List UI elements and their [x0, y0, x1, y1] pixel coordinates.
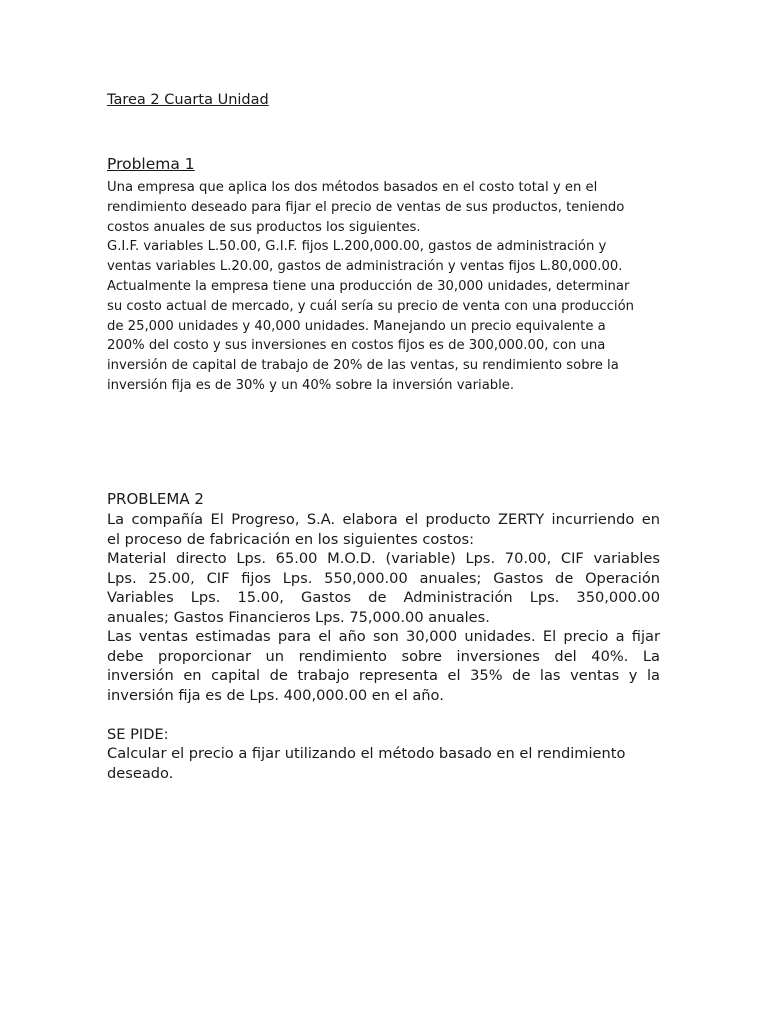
problema-2-line: el proceso de fabricación en los siguientes costos:: [107, 530, 475, 548]
problema-2-line: Material directo Lps. 65.00 M.O.D. (variable) Lps. 70.00, CIF variables: [107, 550, 660, 567]
problema-1-line: Una empresa que aplica los dos métodos basados en el costo total y en el: [107, 180, 598, 195]
paragraph-gap: [107, 705, 660, 725]
problema-1-line: inversión de capital de trabajo de 20% de las ventas, su rendimiento sobre la: [107, 358, 619, 374]
problema-1-line: G.I.F. variables L.50.00, G.I.F. fijos L.200,000.00, gastos de administración y: [107, 239, 607, 255]
problema-1-line: su costo actual de mercado, y cuál sería su precio de venta con una producción: [107, 298, 635, 314]
problema-1-line: costos anuales de sus productos los siguientes.: [107, 219, 421, 235]
se-pide-line: Calcular el precio a fijar utilizando el método basado en el rendimiento: [107, 745, 626, 762]
problema-2-line: anuales; Gastos Financieros Lps. 75,000.00 anuales.: [107, 608, 490, 626]
problema-2-line: La compañía El Progreso, S.A. elabora el producto ZERTY incurriendo en: [107, 511, 660, 528]
problema-1-line: ventas variables L.20.00, gastos de administración y ventas fijos L.80,000.00.: [107, 259, 623, 275]
problema-2-line: debe proporcionar un rendimiento sobre inversiones del 40%. La: [107, 647, 660, 665]
problema-1-line: rendimiento deseado para fijar el precio de ventas de sus productos, teniendo: [107, 199, 625, 215]
problema-2-line: Variables Lps. 15.00, Gastos de Administración Lps. 350,000.00: [107, 589, 660, 606]
problema-2-line: inversión fija es de Lps. 400,000.00 en el año.: [107, 686, 444, 704]
problema-1-line: de 25,000 unidades y 40,000 unidades. Manejando un precio equivalente a: [107, 318, 606, 334]
problema-1-body: [107, 178, 667, 396]
se-pide-line: deseado.: [107, 764, 174, 782]
problema-1-line: inversión fija es de 30% y un 40% sobre la inversión variable.: [107, 377, 515, 393]
problema-2-line: Lps. 25.00, CIF fijos Lps. 550,000.00 anuales; Gastos de Operación: [107, 569, 660, 587]
problema-1-heading: Problema 1: [107, 155, 195, 173]
problema-2-line: Las ventas estimadas para el año son 30,000 unidades. El precio a fijar: [107, 628, 660, 645]
problema-2-heading: PROBLEMA 2: [107, 490, 204, 508]
problema-2-line: inversión en capital de trabajo representa el 35% de las ventas y la: [107, 667, 660, 684]
problema-1-line: Actualmente la empresa tiene una producción de 30,000 unidades, determinar: [107, 278, 630, 294]
document-title: Tarea 2 Cuarta Unidad: [107, 92, 269, 108]
problema-2-body: [107, 510, 660, 783]
se-pide-label: SE PIDE:: [107, 725, 169, 743]
problema-1-line: 200% del costo y sus inversiones en costos fijos es de 300,000.00, con una: [107, 338, 606, 354]
